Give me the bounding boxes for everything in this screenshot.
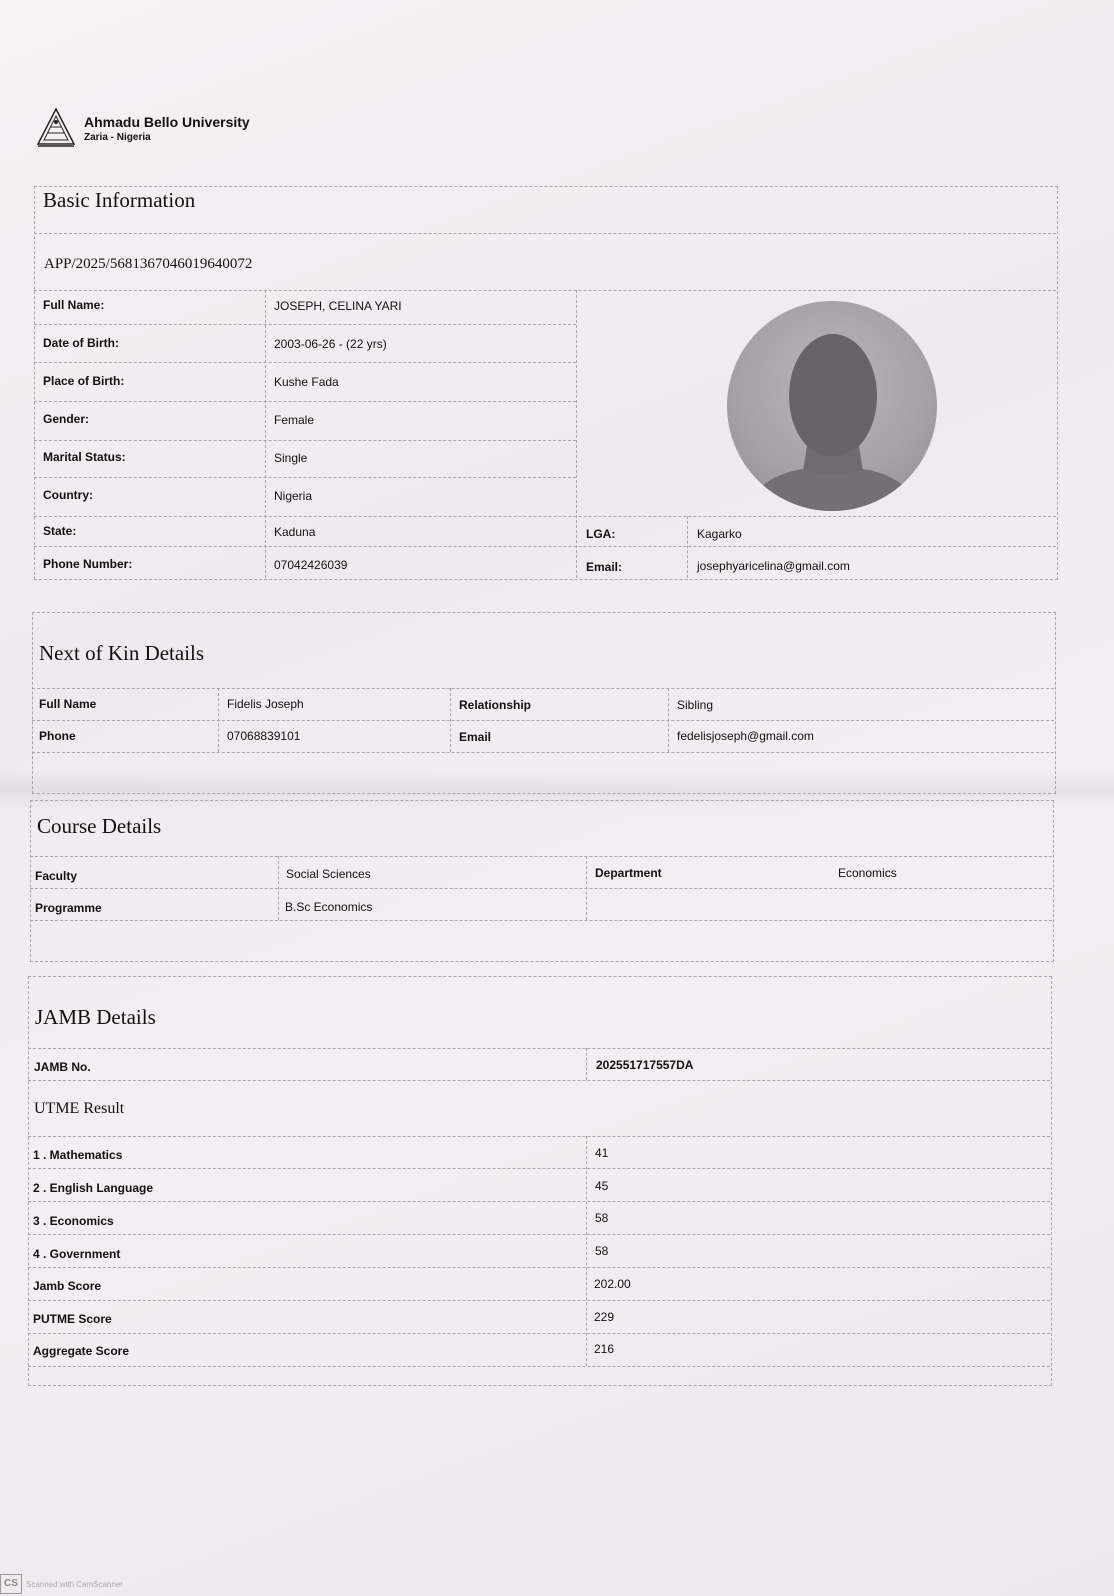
row-divider — [28, 1080, 1050, 1081]
divider — [34, 233, 1056, 234]
aggregate-score-value: 216 — [594, 1342, 615, 1356]
row-divider — [28, 1201, 1050, 1202]
putme-score-label: PUTME Score — [33, 1312, 112, 1326]
row-divider — [34, 362, 576, 363]
state-value: Kaduna — [274, 525, 316, 539]
row-divider — [30, 888, 1052, 889]
university-text — [84, 113, 250, 144]
subject-label: 3 . Economics — [33, 1214, 114, 1228]
subject-score: 41 — [595, 1146, 609, 1160]
column-divider — [687, 516, 688, 578]
scanner-watermark — [0, 1574, 123, 1594]
row-divider — [34, 440, 576, 441]
course-details-frame — [30, 800, 1054, 962]
row-divider — [28, 1136, 1050, 1137]
jamb-score-label: Jamb Score — [33, 1279, 102, 1293]
full-name-label: Full Name: — [43, 298, 105, 312]
phone-label: Phone Number: — [43, 557, 133, 571]
subject-score: 45 — [595, 1179, 609, 1193]
subject-score: 58 — [595, 1211, 609, 1225]
email-label: Email: — [586, 560, 623, 574]
place-of-birth-label: Place of Birth: — [43, 374, 125, 388]
university-name: Ahmadu Bello University — [84, 113, 250, 130]
column-divider — [576, 290, 577, 578]
row-divider — [34, 324, 576, 325]
avatar-silhouette — [727, 301, 937, 511]
jamb-no-value: 202551717557DA — [596, 1058, 694, 1072]
subject-label: 4 . Government — [33, 1247, 121, 1261]
jamb-details-title: JAMB Details — [35, 1005, 156, 1029]
country-value: Nigeria — [274, 489, 313, 503]
jamb-score-value: 202.00 — [594, 1277, 631, 1291]
row-divider — [34, 401, 576, 402]
putme-score-value: 229 — [594, 1310, 615, 1324]
column-divider — [668, 688, 669, 752]
row-divider — [30, 856, 1052, 857]
row-divider — [28, 1168, 1050, 1169]
kin-email-label: Email — [459, 730, 492, 744]
kin-relationship-value: Sibling — [677, 698, 714, 712]
dob-value: 2003-06-26 - (22 yrs) — [274, 337, 387, 351]
row-divider — [28, 1234, 1050, 1235]
dob-label: Date of Birth: — [43, 336, 119, 350]
column-divider — [218, 688, 219, 752]
kin-full-name-label: Full Name — [39, 697, 97, 711]
aggregate-score-label: Aggregate Score — [33, 1344, 130, 1358]
column-divider — [265, 290, 266, 578]
row-divider — [32, 688, 1054, 689]
application-number: APP/2025/5681367046019640072 — [44, 256, 253, 272]
camscanner-logo-icon: CS — [0, 1574, 22, 1594]
row-divider — [28, 1300, 1050, 1301]
phone-value: 07042426039 — [274, 558, 348, 572]
basic-info-title: Basic Information — [43, 188, 196, 212]
country-label: Country: — [43, 488, 93, 502]
column-divider — [586, 1136, 587, 1366]
row-divider — [32, 752, 1054, 753]
row-divider — [28, 1048, 1050, 1049]
department-value: Economics — [838, 866, 897, 880]
row-divider — [28, 1366, 1050, 1367]
faculty-value: Social Sciences — [286, 867, 371, 881]
kin-phone-value: 07068839101 — [227, 729, 301, 743]
programme-value: B.Sc Economics — [285, 900, 373, 914]
row-divider — [34, 546, 1056, 547]
course-details-title: Course Details — [37, 814, 162, 838]
email-value: josephyaricelina@gmail.com — [697, 559, 850, 573]
column-divider — [586, 856, 587, 920]
programme-label: Programme — [35, 901, 102, 915]
jamb-no-label: JAMB No. — [34, 1060, 91, 1074]
department-label: Department — [595, 866, 662, 880]
full-name-value: JOSEPH, CELINA YARI — [274, 299, 402, 313]
row-divider — [34, 516, 1056, 517]
subject-score: 58 — [595, 1244, 609, 1258]
next-of-kin-frame — [32, 612, 1056, 794]
row-divider — [34, 477, 576, 478]
column-divider — [278, 856, 279, 920]
utme-result-title: UTME Result — [34, 1100, 125, 1117]
faculty-label: Faculty — [35, 869, 78, 883]
next-of-kin-title: Next of Kin Details — [39, 641, 205, 665]
avatar-placeholder-icon — [727, 301, 937, 511]
jamb-details-frame — [28, 976, 1052, 1386]
gender-label: Gender: — [43, 412, 90, 426]
row-divider — [28, 1333, 1050, 1334]
lga-value: Kagarko — [697, 527, 742, 541]
university-location: Zaria - Nigeria — [84, 131, 151, 143]
row-divider — [30, 920, 1052, 921]
state-label: State: — [43, 524, 77, 538]
kin-phone-label: Phone — [39, 729, 76, 743]
row-divider — [32, 720, 1054, 721]
kin-email-value: fedelisjoseph@gmail.com — [677, 729, 814, 743]
marital-status-value: Single — [274, 451, 308, 465]
place-of-birth-value: Kushe Fada — [274, 375, 339, 389]
divider — [34, 290, 1056, 291]
lga-label: LGA: — [586, 527, 616, 541]
kin-full-name-value: Fidelis Joseph — [227, 697, 304, 711]
university-header — [34, 104, 250, 152]
scanner-text: Scanned with CamScanner — [26, 1579, 123, 1589]
university-crest-icon — [34, 106, 78, 150]
subject-label: 2 . English Language — [33, 1181, 154, 1195]
column-divider — [586, 1048, 587, 1080]
row-divider — [28, 1267, 1050, 1268]
kin-relationship-label: Relationship — [459, 698, 532, 712]
gender-value: Female — [274, 413, 315, 427]
column-divider — [450, 688, 451, 752]
subject-label: 1 . Mathematics — [33, 1148, 123, 1162]
marital-status-label: Marital Status: — [43, 450, 126, 464]
